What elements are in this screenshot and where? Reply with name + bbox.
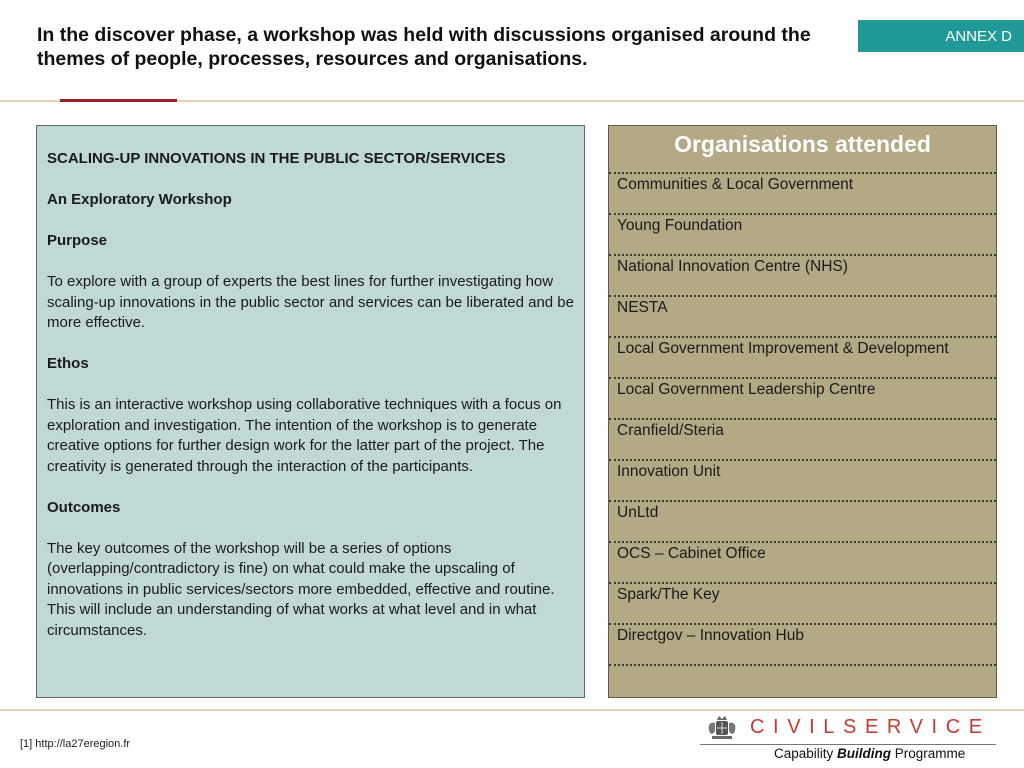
outcomes-text: The key outcomes of the workshop will be a series of options (overlapping/contradictory is fine) on what could make the upscaling of innovations in public services/sectors more embedded, effective and routine. This will include an understanding of what works at what level and in what circumstances. (47, 539, 555, 639)
caption-pre: Capability (774, 746, 838, 761)
organisation-item: National Innovation Centre (NHS) (609, 256, 996, 297)
organisation-item: Cranfield/Steria (609, 420, 996, 461)
organisation-item: UnLtd (609, 502, 996, 543)
organisation-item: Spark/The Key (609, 584, 996, 625)
ethos-heading: Ethos (47, 355, 89, 372)
purpose-heading: Purpose (47, 232, 108, 249)
header-accent-bar (60, 99, 177, 102)
caption-emphasis: Building (837, 746, 892, 761)
civil-service-logo (700, 712, 1000, 766)
organisation-item: Young Foundation (609, 215, 996, 256)
workshop-description-panel (36, 125, 585, 698)
organisation-item: Directgov – Innovation Hub (609, 625, 996, 666)
page-title: In the discover phase, a workshop was held with discussions organised around the themes of people, processes, resources and organisations. (37, 24, 811, 70)
organisation-item: NESTA (609, 297, 996, 338)
organisations-list (609, 174, 996, 666)
organisation-item: Local Government Improvement & Development (609, 338, 996, 379)
organisation-item: Communities & Local Government (609, 174, 996, 215)
organisations-heading: Organisations attended (609, 126, 996, 174)
logo-civil-text: CIVIL (750, 716, 844, 738)
logo-service-text: SERVICE (843, 716, 991, 738)
logo-wordmark (750, 716, 991, 739)
organisation-item: Local Government Leadership Centre (609, 379, 996, 420)
logo-caption (774, 746, 965, 761)
annex-badge: ANNEX D (858, 20, 1024, 52)
outcomes-heading: Outcomes (47, 498, 121, 516)
footer-divider (0, 709, 1024, 711)
organisation-item: Innovation Unit (609, 461, 996, 502)
workshop-subheading: An Exploratory Workshop (47, 191, 232, 208)
footnote: [1] http://la27eregion.fr (20, 738, 131, 750)
organisation-item: OCS – Cabinet Office (609, 543, 996, 584)
caption-post: Programme (891, 746, 966, 761)
organisations-panel (608, 125, 997, 698)
royal-crest-icon (704, 713, 740, 743)
logo-rule (700, 744, 996, 745)
ethos-text: This is an interactive workshop using collaborative techniques with a focus on exploration and investigation. The intention of the workshop is to generate creative options for further design work for the latter part of the project. The creativity is generated through the interaction of the participants. (47, 396, 562, 475)
purpose-text: To explore with a group of experts the best lines for further investigating how scaling-up innovations in the public sector and services can be liberated and be more effective. (47, 273, 574, 331)
workshop-heading: SCALING-UP INNOVATIONS IN THE PUBLIC SECTOR/SERVICES (47, 150, 506, 167)
